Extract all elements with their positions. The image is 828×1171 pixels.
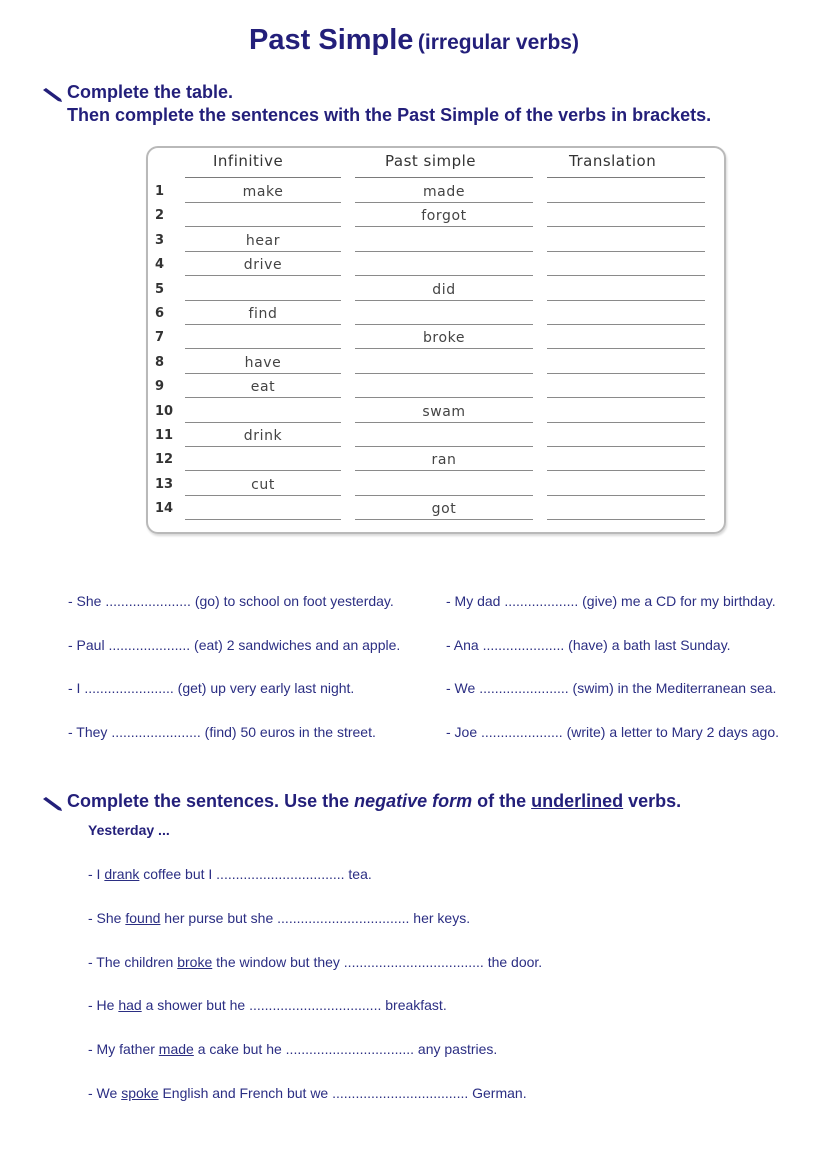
sentence-left[interactable]: - She ...................... (go) to school on foot yesterday. xyxy=(68,593,394,609)
sentence-pre: - The children xyxy=(88,953,178,970)
underlined-verb: found xyxy=(125,909,161,926)
table-row xyxy=(0,355,828,379)
negative-sentence[interactable] xyxy=(88,866,372,882)
past-simple-cell[interactable]: forgot xyxy=(421,208,467,225)
answer-line xyxy=(355,324,533,325)
sentence-pre: - My father xyxy=(88,1041,159,1058)
pencil-icon xyxy=(42,86,64,100)
sentence-post: her purse but she .................................. her keys. xyxy=(160,909,471,926)
infinitive-cell[interactable]: cut xyxy=(251,476,275,493)
header-underline xyxy=(547,177,705,178)
pencil-icon xyxy=(42,795,64,809)
table-row xyxy=(0,184,828,208)
instruction-2-italic: negative form xyxy=(354,791,473,811)
infinitive-cell[interactable]: have xyxy=(244,354,282,371)
instruction-2-underlined: underlined xyxy=(531,791,624,811)
instruction-2 xyxy=(42,791,681,812)
answer-line xyxy=(547,470,705,471)
past-simple-cell[interactable]: made xyxy=(422,184,466,200)
negative-sentence[interactable] xyxy=(88,997,447,1013)
infinitive-cell[interactable]: make xyxy=(242,184,284,200)
instruction-2-part2: of the xyxy=(472,791,532,811)
answer-line xyxy=(185,348,341,349)
table-row xyxy=(0,208,828,232)
sentence-left[interactable]: - I ....................... (get) up very early last night. xyxy=(68,680,355,696)
answer-line xyxy=(355,251,533,252)
row-number: 3 xyxy=(155,232,165,248)
instruction-1-line2: Then complete the sentences with the Past Simple of the verbs in brackets. xyxy=(67,105,712,125)
answer-line xyxy=(547,348,705,349)
underlined-verb: made xyxy=(158,1041,194,1058)
header-translation: Translation xyxy=(569,152,657,170)
row-number: 11 xyxy=(155,428,174,443)
row-number: 7 xyxy=(155,330,165,346)
header-underline xyxy=(355,177,533,178)
answer-line xyxy=(355,300,533,301)
past-simple-cell[interactable]: swam xyxy=(422,403,466,420)
sentence-right[interactable]: - Ana ..................... (have) a bath last Sunday. xyxy=(446,637,731,653)
infinitive-cell[interactable]: hear xyxy=(245,232,281,249)
sentence-right[interactable]: - Joe ..................... (write) a letter to Mary 2 days ago. xyxy=(446,724,779,740)
header-past-simple: Past simple xyxy=(385,152,477,170)
answer-line xyxy=(355,422,533,423)
answer-line xyxy=(355,275,533,276)
answer-line xyxy=(185,300,341,301)
row-number: 12 xyxy=(155,452,174,468)
row-number: 10 xyxy=(155,403,174,419)
sentence-post: the window but they .................................... the door. xyxy=(212,953,543,970)
title-main: Past Simple xyxy=(249,24,414,56)
page-title xyxy=(0,24,828,57)
answer-line xyxy=(355,397,533,398)
past-simple-cell[interactable]: got xyxy=(431,501,457,518)
row-number: 4 xyxy=(155,257,165,273)
row-number: 9 xyxy=(155,379,165,395)
row-number: 2 xyxy=(155,208,165,224)
answer-line xyxy=(547,422,705,423)
underlined-verb: drank xyxy=(104,866,140,882)
underlined-verb: broke xyxy=(177,953,213,970)
answer-line xyxy=(185,446,341,447)
answer-line xyxy=(355,202,533,203)
past-simple-cell[interactable]: broke xyxy=(422,330,466,347)
answer-line xyxy=(547,275,705,276)
answer-line xyxy=(185,519,341,520)
negative-sentence[interactable] xyxy=(88,954,542,970)
answer-line xyxy=(355,519,533,520)
sentence-left[interactable]: - They ....................... (find) 50 euros in the street. xyxy=(68,724,376,740)
table-row xyxy=(0,477,828,501)
answer-line xyxy=(185,275,341,276)
table-row xyxy=(0,330,828,354)
answer-line xyxy=(355,495,533,496)
answer-line xyxy=(547,495,705,496)
past-simple-cell[interactable]: did xyxy=(432,281,456,298)
underlined-verb: spoke xyxy=(121,1085,159,1101)
answer-line xyxy=(355,446,533,447)
answer-line xyxy=(547,324,705,325)
answer-line xyxy=(547,251,705,252)
sentence-post: coffee but I ................................. tea. xyxy=(139,866,372,882)
row-number: 5 xyxy=(155,281,165,297)
sentence-post: English and French but we ................................... German. xyxy=(158,1085,527,1101)
instruction-2-part3: verbs. xyxy=(623,791,682,811)
answer-line xyxy=(547,300,705,301)
sentence-right[interactable]: - My dad ................... (give) me a CD for my birthday. xyxy=(446,593,776,609)
instruction-1-line1: Complete the table. xyxy=(67,82,234,102)
instruction-2-part1: Complete the sentences. Use the xyxy=(67,791,355,811)
table-row xyxy=(0,501,828,525)
header-infinitive: Infinitive xyxy=(213,152,284,170)
table-row xyxy=(0,306,828,330)
row-number: 6 xyxy=(155,306,165,321)
row-number: 1 xyxy=(155,184,165,199)
sentence-pre: - I xyxy=(88,866,105,882)
instruction-1 xyxy=(42,82,711,126)
table-row xyxy=(0,452,828,476)
answer-line xyxy=(185,373,341,374)
infinitive-cell[interactable]: eat xyxy=(250,379,276,396)
negative-sentence[interactable] xyxy=(88,1041,497,1057)
answer-line xyxy=(185,251,341,252)
answer-line xyxy=(185,397,341,398)
answer-line xyxy=(547,397,705,398)
sentence-post: a shower but he .................................. breakfast. xyxy=(141,997,447,1014)
answer-line xyxy=(185,422,341,423)
table-row xyxy=(0,379,828,403)
answer-line xyxy=(355,348,533,349)
negative-sentence[interactable] xyxy=(88,910,470,926)
underlined-verb: had xyxy=(118,997,142,1014)
row-number: 8 xyxy=(155,354,165,370)
answer-line xyxy=(547,373,705,374)
table-row xyxy=(0,233,828,257)
row-number: 13 xyxy=(155,476,174,492)
table-row xyxy=(0,282,828,306)
sentence-pre: - He xyxy=(88,997,119,1014)
title-sub: (irregular verbs) xyxy=(417,31,579,54)
answer-line xyxy=(547,519,705,520)
answer-line xyxy=(355,226,533,227)
sentence-right[interactable]: - We ....................... (swim) in the Mediterranean sea. xyxy=(446,680,777,696)
header-underline xyxy=(185,177,341,178)
infinitive-cell[interactable]: drive xyxy=(243,257,283,274)
answer-line xyxy=(547,446,705,447)
yesterday-label: Yesterday ... xyxy=(88,822,170,838)
sentence-pre: - We xyxy=(88,1085,122,1101)
answer-line xyxy=(185,226,341,227)
answer-line xyxy=(355,373,533,374)
answer-line xyxy=(185,495,341,496)
infinitive-cell[interactable]: drink xyxy=(243,428,283,444)
answer-line xyxy=(355,470,533,471)
row-number: 14 xyxy=(155,501,174,517)
answer-line xyxy=(547,202,705,203)
sentence-pre: - She xyxy=(88,909,126,926)
answer-line xyxy=(185,202,341,203)
negative-sentence[interactable] xyxy=(88,1085,527,1101)
table-row xyxy=(0,428,828,452)
answer-line xyxy=(547,226,705,227)
infinitive-cell[interactable]: find xyxy=(248,306,278,322)
table-row xyxy=(0,404,828,428)
past-simple-cell[interactable]: ran xyxy=(431,452,457,469)
sentence-left[interactable]: - Paul ..................... (eat) 2 sandwiches and an apple. xyxy=(68,637,401,653)
table-row xyxy=(0,257,828,281)
sentence-post: a cake but he ................................. any pastries. xyxy=(193,1041,498,1058)
answer-line xyxy=(185,324,341,325)
answer-line xyxy=(185,470,341,471)
